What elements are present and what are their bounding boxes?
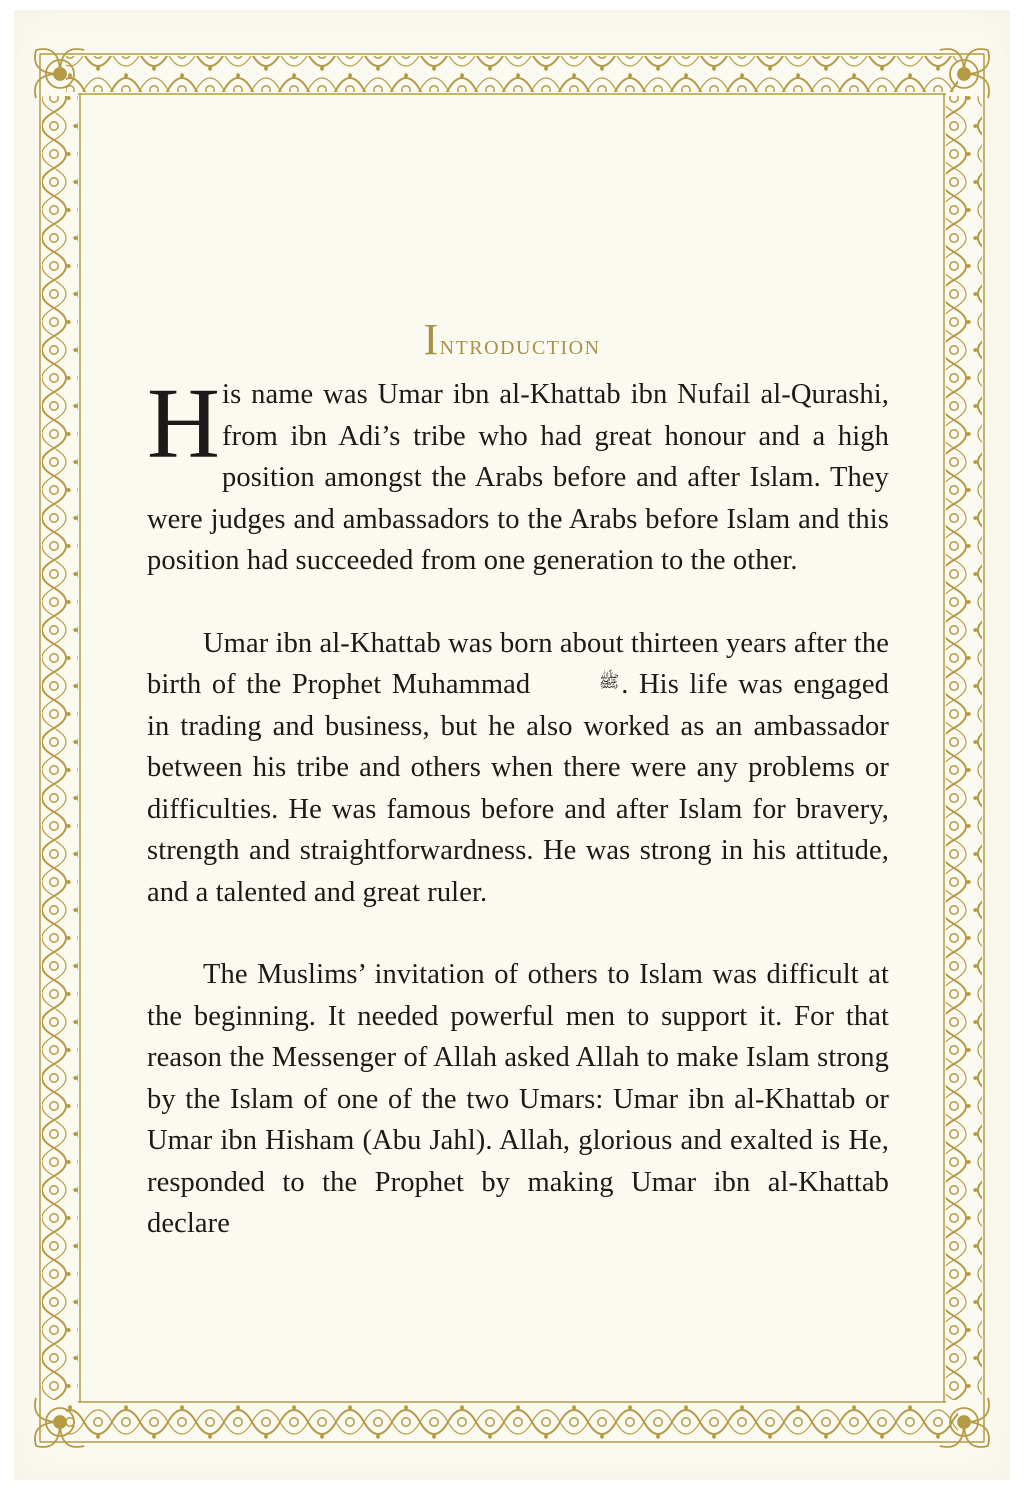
paragraph-2-text-start: Umar ibn al-Khattab was born about thirteen years after the birth of the Prophet Muhammad [147, 627, 889, 700]
paragraph-1-text: is name was Umar ibn al-Khattab ibn Nufail al-Qurashi, from ibn Adi’s tribe who had great honour and a high position amongst the Arabs before and after Islam. They were judges and ambassadors to the Arabs before Islam and this position had succeeded from one generation to the other. [147, 379, 889, 576]
border-right [944, 54, 984, 1442]
chapter-body [147, 367, 890, 1245]
paragraph-2 [147, 623, 889, 914]
paragraph-3 [147, 954, 889, 1245]
paragraph-3-text: The Muslims’ invitation of others to Islam was difficult at the beginning. It needed powerful men to support it. For that reason the Messenger of Allah asked Allah to make Islam strong by the Islam of one of the two Umars: Umar ibn al-Khattab or Umar ibn Hisham (Abu Jahl). Allah, glorious and exalted is He, responded to the Prophet by making Umar ibn al-Khattab declare [147, 959, 889, 1239]
border-bottom [40, 1402, 984, 1442]
honorific-salutation-icon: ﷺ [598, 672, 620, 691]
border-left [40, 54, 80, 1442]
chapter-heading: Introduction [423, 315, 601, 364]
border-top [40, 54, 984, 94]
drop-cap: H [147, 367, 221, 479]
paragraph-2-text-end: . His life was engaged in trading and business, but he also worked as an ambassador between his tribe and others when there were any problems or difficulties. He was famous before and after Islam for bravery, strength and straightforwardness. He was strong in his attitude, and a talented and great ruler. [147, 669, 890, 908]
paragraph-1 [147, 367, 889, 582]
